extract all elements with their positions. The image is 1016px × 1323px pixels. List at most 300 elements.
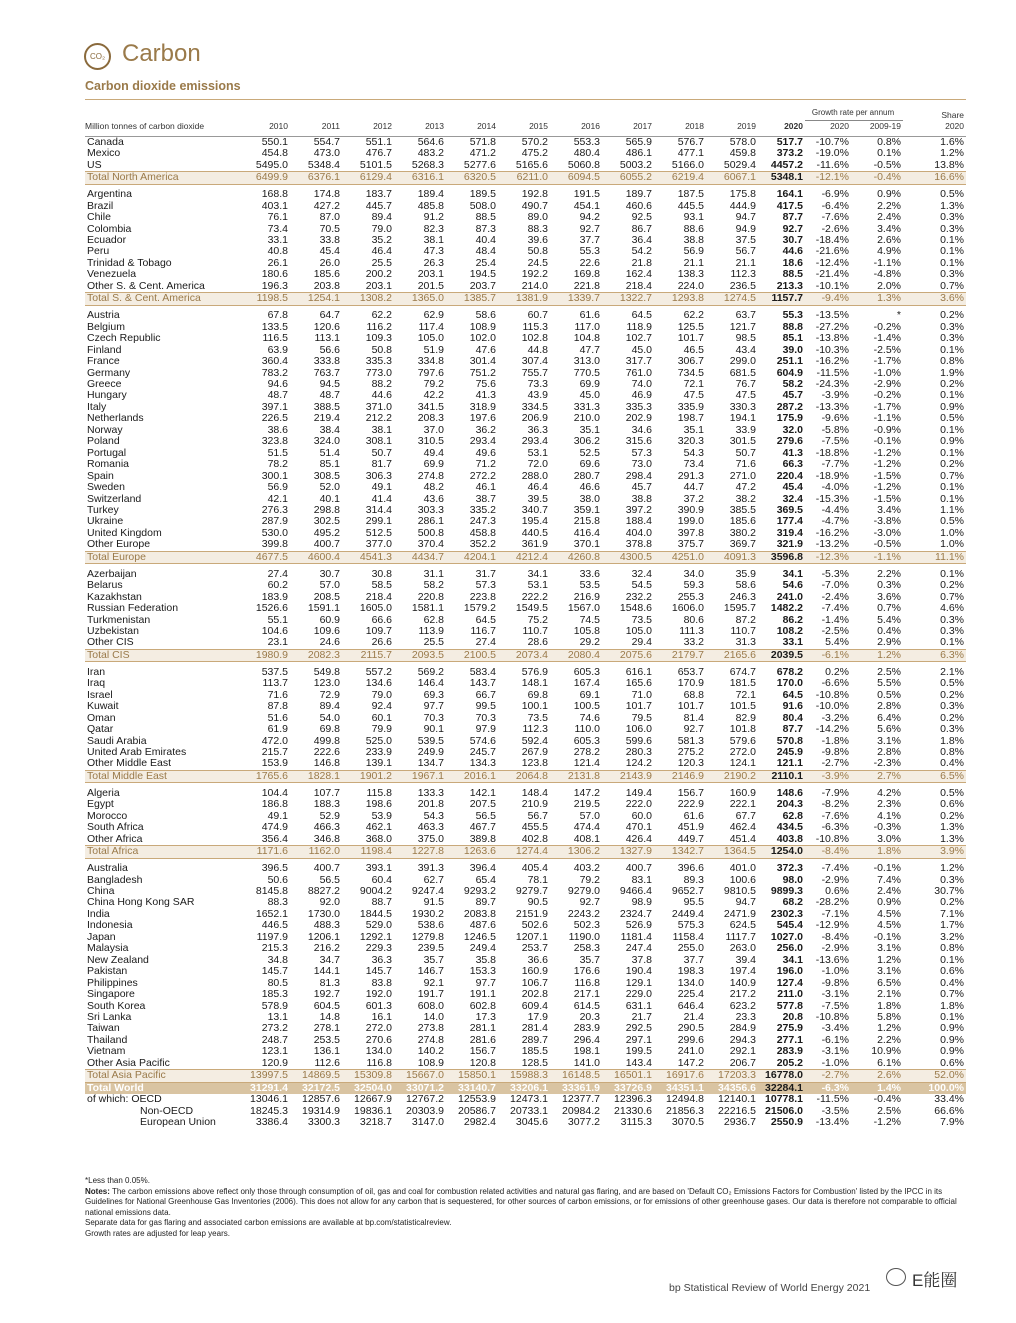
- table-cell: 89.0: [527, 211, 548, 224]
- table-cell: 601.3: [365, 999, 392, 1012]
- table-cell: 97.9: [475, 723, 496, 736]
- table-cell: 35.1: [579, 423, 600, 436]
- table-cell: 0.3%: [940, 723, 965, 736]
- table-cell: 318.9: [469, 400, 496, 413]
- table-cell: 12396.3: [614, 1093, 652, 1106]
- table-cell: 199.0: [677, 515, 704, 528]
- table-cell: 86.2: [782, 613, 803, 626]
- row-label: Netherlands: [87, 412, 144, 425]
- table-cell: 1.9%: [940, 366, 965, 379]
- table-cell: 94.7: [735, 896, 756, 909]
- table-cell: 564.6: [417, 135, 444, 148]
- table-cell: 62.7: [423, 873, 444, 886]
- table-cell: 248.7: [261, 1033, 288, 1046]
- table-cell: -6.3%: [805, 1082, 851, 1094]
- table-cell: 303.3: [417, 503, 444, 516]
- table-cell: 192.8: [521, 188, 548, 201]
- table-cell: 36.6: [527, 953, 548, 966]
- table-cell: 115.8: [366, 786, 392, 799]
- table-cell: 134.6: [365, 677, 392, 690]
- table-cell: 445.5: [677, 199, 704, 212]
- table-cell: 462.4: [729, 821, 756, 834]
- table-cell: -1.8%: [821, 734, 849, 747]
- table-cell: 44.7: [683, 481, 704, 494]
- table-cell: 38.2: [735, 492, 756, 505]
- table-cell: -1.4%: [873, 332, 902, 345]
- table-cell: 21.7: [631, 1010, 652, 1023]
- table-cell: 396.4: [469, 862, 496, 875]
- table-cell: -6.9%: [821, 188, 849, 201]
- table-cell: 76.1: [267, 211, 288, 224]
- table-cell: 0.9%: [940, 1022, 965, 1035]
- table-cell: 102.8: [521, 332, 548, 345]
- table-cell: 32172.5: [290, 1082, 342, 1094]
- table-cell: -1.0%: [873, 366, 902, 379]
- table-row: [85, 603, 966, 614]
- table-cell: 88.5: [475, 211, 496, 224]
- table-cell: 480.4: [573, 147, 600, 160]
- table-cell: 35.9: [735, 567, 756, 580]
- table-cell: 39.0: [782, 343, 803, 356]
- table-cell: 120.9: [261, 1056, 288, 1069]
- table-cell: 88.3: [527, 222, 548, 235]
- table-cell: 0.9%: [940, 1045, 965, 1058]
- table-cell: 146.8: [313, 757, 340, 770]
- table-cell: 2.9%: [877, 636, 902, 649]
- table-cell: 605.3: [573, 665, 600, 678]
- table-cell: 577.8: [776, 999, 803, 1012]
- table-cell: 0.8%: [940, 942, 965, 955]
- table-cell: -2.6%: [821, 222, 849, 235]
- row-label: Trinidad & Tobago: [87, 256, 172, 269]
- table-cell: 36.3: [371, 953, 392, 966]
- table-cell: 1.7%: [940, 919, 965, 932]
- table-cell: -2.5%: [873, 343, 902, 356]
- table-cell: 89.3: [683, 873, 704, 886]
- table-cell: -5.3%: [821, 567, 849, 580]
- table-cell: 471.2: [469, 147, 496, 160]
- table-cell: 197.4: [729, 965, 756, 978]
- table-cell: 1190.0: [568, 930, 600, 943]
- row-label: Total Africa: [85, 846, 232, 858]
- table-cell: 4212.4: [498, 551, 550, 563]
- table-cell: 3147.0: [411, 1116, 444, 1129]
- table-cell: 0.5%: [940, 677, 965, 690]
- table-cell: 4204.1: [446, 551, 498, 563]
- table-cell: 233.9: [365, 746, 392, 759]
- table-row: [85, 482, 966, 493]
- table-cell: 140.2: [417, 1045, 444, 1058]
- table-cell: 579.6: [729, 734, 756, 747]
- table-cell: 203.7: [469, 279, 496, 292]
- table-cell: 57.0: [579, 809, 600, 822]
- table-cell: 2143.9: [602, 770, 654, 782]
- table-cell: 308.1: [365, 435, 392, 448]
- table-cell: 299.1: [365, 515, 392, 528]
- table-cell: 148.1: [521, 677, 548, 690]
- table-cell: 6.5%: [903, 770, 966, 782]
- row-label: Belarus: [87, 579, 123, 592]
- table-row: [85, 943, 966, 954]
- table-cell: 2083.8: [463, 907, 496, 920]
- table-cell: 483.2: [417, 147, 444, 160]
- table-cell: 2.3%: [877, 798, 902, 811]
- table-cell: 134.3: [469, 757, 496, 770]
- table-cell: 1197.9: [256, 930, 288, 943]
- table-cell: 222.2: [521, 590, 548, 603]
- table-cell: 104.8: [573, 332, 600, 345]
- table-cell: 0.2%: [940, 688, 965, 701]
- table-cell: 48.7: [319, 389, 340, 402]
- table-cell: 0.1%: [940, 256, 965, 269]
- table-cell: 530.0: [261, 526, 288, 539]
- table-cell: 623.2: [729, 999, 756, 1012]
- table-cell: 72.0: [527, 458, 548, 471]
- table-cell: 1.0%: [940, 526, 965, 539]
- row-label: Israel: [87, 688, 113, 701]
- table-cell: 54.0: [319, 711, 340, 724]
- table-cell: 602.8: [469, 999, 496, 1012]
- table-row: [85, 459, 966, 470]
- table-cell: 4300.5: [602, 551, 654, 563]
- table-cell: 4.1%: [877, 809, 902, 822]
- table-cell: 557.2: [365, 665, 392, 678]
- row-label: Czech Republic: [87, 332, 161, 345]
- table-cell: 6129.4: [342, 172, 394, 184]
- table-cell: 402.8: [521, 832, 548, 845]
- table-cell: 0.1%: [940, 234, 965, 247]
- table-cell: 27.4: [267, 567, 288, 580]
- table-cell: -7.9%: [821, 786, 849, 799]
- table-cell: 273.2: [261, 1022, 288, 1035]
- unit-label: Million tonnes of carbon dioxide: [85, 121, 232, 136]
- table-cell: 4260.8: [550, 551, 602, 563]
- table-cell: 274.8: [417, 1033, 444, 1046]
- table-cell: 3.6%: [903, 293, 966, 305]
- table-cell: 245.7: [469, 746, 496, 759]
- table-cell: 78.1: [527, 873, 548, 886]
- table-row: [85, 834, 966, 846]
- table-cell: 170.9: [677, 677, 704, 690]
- table-cell: 59.3: [683, 579, 704, 592]
- table-cell: 0.7%: [940, 279, 965, 292]
- table-cell: 203.1: [417, 268, 444, 281]
- table-cell: 100.6: [729, 873, 756, 886]
- table-cell: -11.6%: [816, 158, 849, 171]
- table-cell: 41.3: [475, 389, 496, 402]
- table-cell: 1.8%: [877, 999, 902, 1012]
- table-cell: 26.0: [319, 256, 340, 269]
- table-cell: 72.1: [683, 377, 704, 390]
- table-cell: -3.8%: [873, 515, 902, 528]
- row-label: of which: OECD: [87, 1093, 162, 1106]
- table-cell: 46.5: [683, 343, 704, 356]
- table-cell: 38.8: [683, 234, 704, 247]
- table-cell: 116.8: [366, 1056, 392, 1069]
- table-cell: 3.1%: [877, 734, 902, 747]
- table-cell: 60.4: [371, 873, 392, 886]
- table-cell: 141.0: [573, 1056, 600, 1069]
- table-cell: 293.4: [469, 435, 496, 448]
- table-cell: 313.0: [573, 355, 600, 368]
- table-cell: 127.4: [776, 976, 803, 989]
- table-cell: 207.5: [469, 798, 496, 811]
- table-cell: 3115.3: [620, 1116, 652, 1129]
- table-cell: 62.8: [782, 809, 803, 822]
- table-cell: 56.9: [267, 481, 288, 494]
- table-cell: 2.4%: [877, 885, 902, 897]
- table-cell: 183.9: [261, 590, 288, 603]
- table-cell: 0.4%: [877, 624, 902, 637]
- table-cell: 92.1: [423, 976, 444, 989]
- table-cell: -7.6%: [821, 809, 849, 822]
- table-cell: -10.0%: [815, 700, 849, 713]
- table-cell: 31.3: [735, 636, 756, 649]
- table-cell: 167.4: [573, 677, 600, 690]
- table-cell: 4457.2: [770, 158, 803, 171]
- table-cell: -10.8%: [815, 1010, 849, 1023]
- table-cell: 50.8: [527, 245, 548, 258]
- row-label: Algeria: [87, 786, 120, 799]
- table-cell: -6.1%: [821, 1033, 849, 1046]
- table-cell: 117.0: [574, 320, 600, 333]
- table-cell: 553.3: [573, 135, 600, 148]
- table-cell: 1980.9: [232, 649, 290, 661]
- table-cell: 101.7: [625, 700, 652, 713]
- growth-col-header: 2020: [805, 121, 851, 136]
- table-cell: -11.5%: [816, 1093, 849, 1106]
- table-cell: 2115.7: [342, 649, 394, 661]
- table-cell: 26.6: [371, 636, 392, 649]
- table-cell: 1308.2: [342, 293, 394, 305]
- table-cell: 0.1%: [940, 636, 965, 649]
- table-cell: 35.7: [579, 953, 600, 966]
- table-cell: 33.1: [782, 636, 803, 649]
- table-cell: 92.7: [579, 896, 600, 909]
- table-cell: 1263.6: [446, 846, 498, 858]
- table-cell: 222.1: [729, 798, 756, 811]
- table-cell: 90.1: [423, 723, 444, 736]
- table-cell: 106.0: [625, 723, 652, 736]
- table-cell: -18.4%: [815, 234, 849, 247]
- table-cell: 551.1: [365, 135, 392, 148]
- row-label: Kuwait: [87, 700, 119, 713]
- table-cell: 434.5: [776, 821, 803, 834]
- table-cell: -4.4%: [821, 503, 849, 516]
- table-cell: 12140.1: [718, 1093, 756, 1106]
- table-cell: 18245.3: [250, 1104, 288, 1117]
- table-cell: -16.2%: [815, 526, 849, 539]
- table-cell: 46.4: [527, 481, 548, 494]
- table-cell: 156.7: [677, 786, 704, 799]
- row-label: India: [87, 907, 110, 920]
- table-cell: 125.5: [677, 320, 704, 333]
- table-cell: 25.4: [475, 256, 496, 269]
- table-cell: 6055.2: [602, 172, 654, 184]
- table-cell: 272.0: [729, 746, 756, 759]
- table-cell: 1844.5: [359, 907, 392, 920]
- table-cell: 0.8%: [877, 135, 902, 148]
- table-cell: 440.5: [521, 526, 548, 539]
- table-cell: 73.3: [527, 377, 548, 390]
- table-cell: 241.0: [677, 1045, 704, 1058]
- row-label: Singapore: [87, 988, 135, 1001]
- table-cell: 399.8: [261, 538, 288, 551]
- table-cell: 274.8: [417, 469, 444, 482]
- table-cell: 112.6: [314, 1056, 340, 1069]
- table-cell: 94.7: [735, 211, 756, 224]
- table-cell: 71.6: [267, 688, 288, 701]
- table-cell: 0.1%: [940, 446, 965, 459]
- table-cell: 512.5: [365, 526, 392, 539]
- table-cell: 38.8: [631, 492, 652, 505]
- table-cell: -10.7%: [815, 135, 849, 148]
- table-cell: 68.2: [782, 896, 803, 909]
- table-cell: 245.9: [776, 746, 803, 759]
- table-cell: 9466.4: [619, 885, 652, 897]
- table-cell: 1342.7: [654, 846, 706, 858]
- table-cell: 31.7: [475, 567, 496, 580]
- table-cell: 28.6: [527, 636, 548, 649]
- row-label: Austria: [87, 309, 120, 322]
- table-cell: 183.7: [365, 188, 392, 201]
- table-cell: 133.5: [261, 320, 288, 333]
- table-cell: 0.7%: [877, 602, 902, 615]
- row-label: Turkey: [87, 503, 119, 516]
- table-cell: 308.5: [313, 469, 340, 482]
- table-cell: -8.2%: [821, 798, 849, 811]
- table-cell: 7.1%: [940, 907, 965, 920]
- table-cell: 15988.3: [498, 1070, 550, 1082]
- table-cell: 33726.9: [602, 1082, 654, 1094]
- table-cell: 124.2: [625, 757, 652, 770]
- table-cell: 2073.4: [498, 649, 550, 661]
- table-cell: 79.0: [371, 688, 392, 701]
- table-cell: 1207.1: [515, 930, 548, 943]
- table-cell: -8.4%: [805, 846, 851, 858]
- table-cell: -9.4%: [805, 293, 851, 305]
- table-cell: 217.1: [573, 988, 600, 1001]
- table-cell: 0.3%: [940, 613, 965, 626]
- table-cell: 23.1: [267, 636, 288, 649]
- table-cell: 87.3: [475, 222, 496, 235]
- table-cell: 298.8: [313, 503, 340, 516]
- table-cell: 80.5: [267, 976, 288, 989]
- table-cell: -7.1%: [821, 907, 849, 920]
- row-label: Total North America: [85, 172, 232, 184]
- table-cell: -13.8%: [815, 332, 849, 345]
- table-cell: 60.7: [527, 309, 548, 322]
- table-cell: 108.2: [776, 624, 803, 637]
- table-cell: 105.0: [625, 624, 652, 637]
- table-cell: 3596.8: [758, 551, 805, 563]
- table-cell: 576.7: [677, 135, 704, 148]
- table-cell: -12.1%: [805, 172, 851, 184]
- table-cell: 0.1%: [877, 147, 902, 160]
- table-cell: 271.0: [729, 469, 756, 482]
- less-than-note: *Less than 0.05%.: [85, 1176, 150, 1185]
- table-cell: 7.4%: [877, 873, 902, 886]
- table-cell: 310.5: [417, 435, 444, 448]
- table-cell: 1254.1: [290, 293, 342, 305]
- page-subtitle: Carbon dioxide emissions: [85, 79, 241, 93]
- table-row: [85, 966, 966, 977]
- table-cell: 0.3%: [940, 222, 965, 235]
- table-cell: 2.8%: [877, 700, 902, 713]
- table-cell: 388.5: [313, 400, 340, 413]
- row-label: Azerbaijan: [87, 567, 137, 580]
- table-cell: 44.8: [527, 343, 548, 356]
- row-label: Total CIS: [85, 649, 232, 661]
- region-total-row: [85, 293, 966, 305]
- table-cell: 578.0: [729, 135, 756, 148]
- table-cell: 517.7: [776, 135, 803, 148]
- table-cell: 148.4: [521, 786, 548, 799]
- table-cell: 44.6: [782, 245, 803, 258]
- row-label: Belgium: [87, 320, 125, 333]
- table-cell: 58.2: [782, 377, 803, 390]
- table-cell: 444.9: [729, 199, 756, 212]
- row-label: Mexico: [87, 147, 121, 160]
- table-cell: 300.1: [261, 469, 288, 482]
- table-cell: -1.2%: [873, 446, 902, 459]
- table-cell: 52.5: [579, 446, 600, 459]
- table-cell: 45.7: [631, 481, 652, 494]
- table-cell: -0.4%: [873, 1093, 902, 1106]
- table-cell: 81.4: [683, 711, 704, 724]
- row-label: Other Africa: [87, 832, 143, 845]
- table-cell: 2936.7: [723, 1116, 756, 1129]
- watermark: E能圈: [912, 1271, 958, 1290]
- table-cell: -1.5%: [873, 492, 902, 505]
- table-cell: 54.2: [631, 245, 652, 258]
- table-cell: 88.2: [371, 377, 392, 390]
- table-cell: 53.1: [527, 446, 548, 459]
- table-cell: 223.8: [469, 590, 496, 603]
- table-cell: -0.1%: [873, 862, 902, 875]
- table-cell: 4.6%: [940, 602, 965, 615]
- table-cell: 73.4: [267, 222, 288, 235]
- table-cell: 391.3: [417, 862, 444, 875]
- table-cell: 23.3: [735, 1010, 756, 1023]
- table-cell: 40.4: [475, 234, 496, 247]
- table-cell: 0.8%: [940, 355, 965, 368]
- table-cell: 0.6%: [940, 798, 965, 811]
- table-cell: 73.4: [683, 458, 704, 471]
- table-cell: 2.0%: [877, 279, 902, 292]
- table-cell: 107.7: [313, 786, 340, 799]
- table-cell: 255.3: [677, 590, 704, 603]
- table-cell: 2243.2: [567, 907, 600, 920]
- table-cell: 136.1: [313, 1045, 340, 1058]
- share-year-header: 2020: [903, 121, 966, 136]
- table-cell: 0.1%: [940, 953, 965, 966]
- table-cell: 502.3: [573, 919, 600, 932]
- row-label: Pakistan: [87, 965, 128, 978]
- table-cell: 773.0: [365, 366, 392, 379]
- table-cell: 0.7%: [940, 469, 965, 482]
- row-label: New Zealand: [87, 953, 149, 966]
- table-cell: 314.4: [365, 503, 392, 516]
- table-cell: 369.5: [776, 503, 803, 516]
- table-cell: 89.4: [371, 211, 392, 224]
- table-cell: 45.4: [782, 481, 803, 494]
- table-cell: 5495.0: [255, 158, 288, 171]
- row-label: Greece: [87, 377, 122, 390]
- table-cell: 335.9: [677, 400, 704, 413]
- table-cell: 160.9: [521, 965, 548, 978]
- table-cell: 0.2%: [940, 809, 965, 822]
